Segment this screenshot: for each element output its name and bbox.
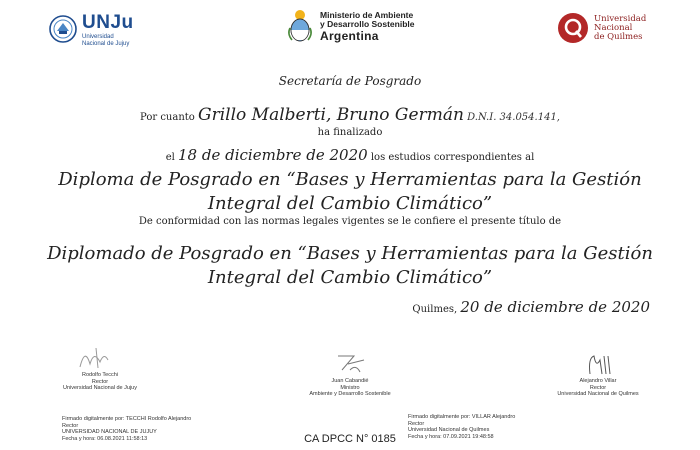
unju-subtitle-line1: Universidad bbox=[82, 34, 114, 40]
stamp-line: Fecha y hora: 06.08.2021 11:58:13 bbox=[62, 435, 148, 442]
signature-block-villar bbox=[518, 350, 678, 398]
unq-line1: Universidad bbox=[594, 14, 647, 24]
unju-subtitle bbox=[82, 34, 152, 48]
unju-seal-icon bbox=[48, 14, 78, 44]
ha-finalizado-text: ha finalizado bbox=[317, 127, 383, 138]
por-cuanto-text: Por cuanto bbox=[140, 112, 195, 123]
diploma-course: Diploma de Posgrado en “Bases y Herramientas para la Gestión Integral del Cambio Climático” bbox=[58, 169, 642, 214]
signer-role: Rector bbox=[589, 384, 607, 391]
signer-name: Juan Cabandié bbox=[331, 378, 369, 384]
signature-block-tecchi bbox=[20, 342, 180, 392]
signer-role: Rector bbox=[91, 378, 109, 385]
conformidad-text: De conformidad con las normas legales vigentes se le confiere el presente título de bbox=[138, 216, 562, 227]
unju-logo bbox=[48, 10, 158, 50]
signature-villar-icon bbox=[568, 350, 628, 378]
recipient-dni: D.N.I. 34.054.141, bbox=[467, 112, 560, 123]
signer-role: Ministro bbox=[340, 384, 360, 391]
stamp-line: Rector bbox=[62, 422, 79, 429]
unq-line3: de Quilmes bbox=[594, 32, 643, 42]
signer-name: Rodolfo Tecchi bbox=[82, 372, 118, 378]
ministerio-country: Argentina bbox=[320, 29, 379, 43]
recipient-line bbox=[0, 105, 700, 125]
stamp-line: Fecha y hora: 07.09.2021 19:48:58 bbox=[408, 433, 494, 440]
finish-date: 18 de diciembre de 2020 bbox=[178, 146, 368, 164]
signature-cabandie-icon bbox=[320, 350, 380, 378]
certificate-code: CA DPCC N° 0185 bbox=[304, 433, 396, 445]
issue-date: 20 de diciembre de 2020 bbox=[460, 298, 650, 316]
secretaria-heading: Secretaría de Posgrado bbox=[278, 74, 422, 88]
signer-name: Alejandro Villar bbox=[579, 378, 617, 384]
unju-subtitle-line2: Nacional de Jujuy bbox=[82, 41, 130, 47]
stamp-line: Firmado digitalmente por: TECCHI Rodolfo Alejandro bbox=[62, 416, 192, 422]
finish-date-line bbox=[0, 146, 700, 164]
diploma-title: Diplomado de Posgrado en “Bases y Herramientas para la Gestión Integral del Cambio Climático” bbox=[47, 243, 653, 288]
place-text: Quilmes, bbox=[412, 304, 458, 315]
signer-institution: Universidad Nacional de Quilmes bbox=[557, 391, 639, 397]
stamp-line: UNIVERSIDAD NACIONAL DE JUJUY bbox=[62, 429, 157, 435]
signer-institution: Ambiente y Desarrollo Sostenible bbox=[309, 391, 391, 397]
ministerio-name bbox=[320, 11, 438, 29]
estudios-text: los estudios correspondientes al bbox=[370, 152, 535, 163]
unq-logo bbox=[557, 12, 667, 46]
ministerio-line1: Ministerio de Ambiente bbox=[320, 10, 414, 20]
ministerio-line2: y Desarrollo Sostenible bbox=[320, 19, 415, 29]
el-text: el bbox=[165, 152, 175, 163]
stamp-line: Firmado digitalmente por: VILLAR Alejandro bbox=[408, 414, 516, 420]
unq-seal-icon bbox=[557, 12, 589, 44]
signature-block-cabandie bbox=[270, 350, 430, 398]
recipient-name: Grillo Malberti, Bruno Germán bbox=[198, 105, 464, 125]
stamp-line: Universidad Nacional de Quilmes bbox=[408, 427, 490, 433]
place-date-line bbox=[412, 298, 650, 316]
stamp-line: Rector bbox=[408, 420, 425, 427]
unju-name: UNJu bbox=[82, 12, 134, 33]
signature-tecchi-icon bbox=[70, 342, 130, 372]
unq-line2: Nacional bbox=[594, 23, 633, 33]
unq-name bbox=[594, 15, 669, 42]
argentina-shield-icon bbox=[286, 8, 314, 44]
ministerio-logo bbox=[286, 8, 436, 52]
signer-institution: Universidad Nacional de Jujuy bbox=[63, 385, 137, 391]
